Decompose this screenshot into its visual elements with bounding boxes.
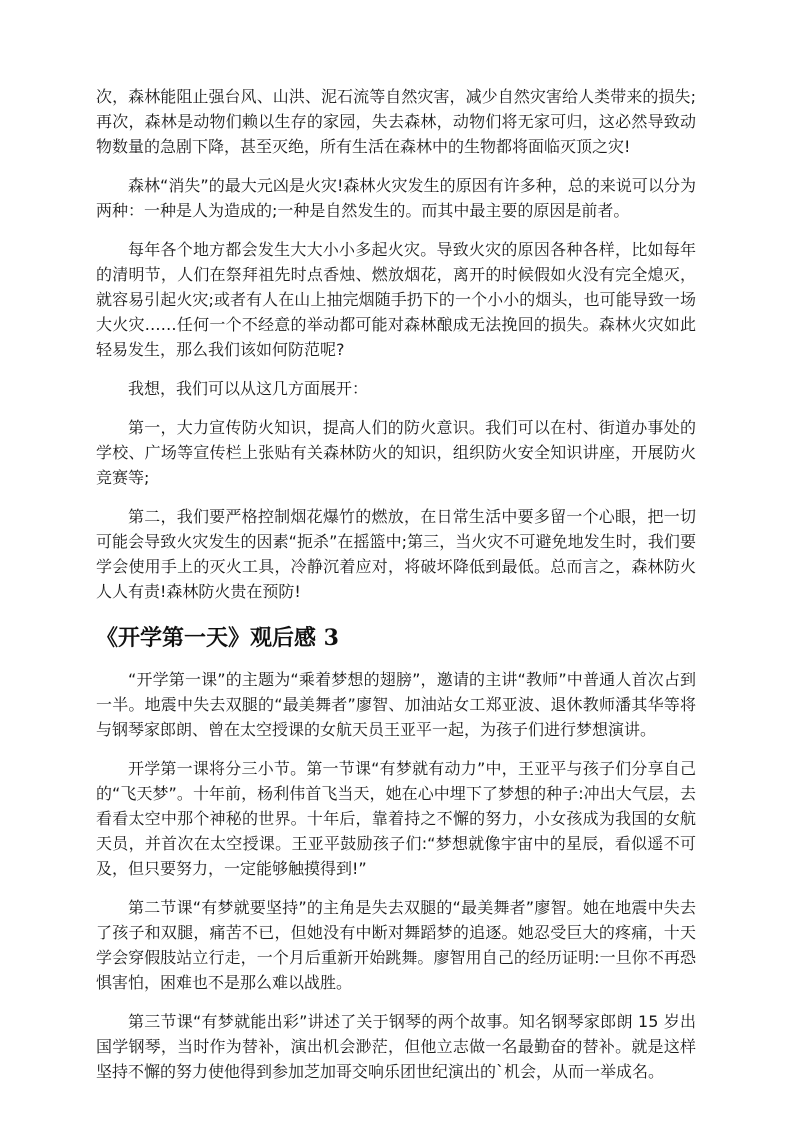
paragraph-fire-examples: 每年各个地方都会发生大大小小多起火灾。导致火灾的原因各种各样，比如每年的清明节，人们在祭拜祖先时点香烛、燃放烟花，离开的时候假如火没有完全熄灭，就容易引起火灾;或者有人在山上抽完烟随手扔下的一个小小的烟头，也可能导致一场大火灾……任何一个不经意的举动都可能对森林酿成无法挽回的损失。森林火灾如此轻易发生，那么我们该如何防范呢? bbox=[96, 240, 696, 359]
paragraph-forest-benefits: 次，森林能阻止强台风、山洪、泥石流等自然灾害，减少自然灾害给人类带来的损失;再次，森林是动物们赖以生存的家园，失去森林，动物们将无家可归，这必然导致动物数量的急剧下降，甚至灭绝，所有生活在森林中的生物都将面临灭顶之灾! bbox=[96, 87, 696, 156]
paragraph-lesson-one: 开学第一课将分三小节。第一节课“有梦就有动力”中，王亚平与孩子们分享自己的“飞天梦”。十年前，杨利伟首飞当天，她在心中埋下了梦想的种子:冲出大气层，去看看太空中那个神秘的世界。十年后，靠着持之不懈的努力，小女孩成为我国的女航天员，并首次在太空授课。王亚平鼓励孩子们:“梦想就像宇宙中的星辰，看似遥不可及，但只要努力，一定能够触摸得到!” bbox=[96, 759, 696, 878]
paragraph-fire-causes: 森林“消失”的最大元凶是火灾!森林火灾发生的原因有许多种，总的来说可以分为两种：一种是人为造成的;一种是自然发生的。而其中最主要的原因是前者。 bbox=[96, 176, 696, 220]
paragraph-lesson-two: 第二节课“有梦就要坚持”的主角是失去双腿的“最美舞者”廖智。她在地震中失去了孩子和双腿，痛苦不已，但她没有中断对舞蹈梦的追逐。她忍受巨大的疼痛，十天学会穿假肢站立行走，一个月后重新开始跳舞。廖智用自己的经历证明:一旦你不再恐惧害怕，困难也不是那么难以战胜。 bbox=[96, 898, 696, 992]
paragraph-measure-two-three: 第二，我们要严格控制烟花爆竹的燃放，在日常生活中要多留一个心眼，把一切可能会导致火灾发生的因素“扼杀”在摇篮中;第三，当火灾不可避免地发生时，我们要学会使用手上的灭火工具，冷静沉着应对，将破坏降低到最低。总而言之，森林防火人人有责!森林防火贵在预防! bbox=[96, 507, 696, 601]
paragraph-measure-one: 第一，大力宣传防火知识，提高人们的防火意识。我们可以在村、街道办事处的学校、广场等宣传栏上张贴有关森林防火的知识，组织防火安全知识讲座，开展防火竞赛等; bbox=[96, 418, 696, 487]
paragraph-theme: “开学第一课”的主题为“乘着梦想的翅膀”，邀请的主讲“教师”中普通人首次占到一半。地震中失去双腿的“最美舞者”廖智、加油站女工郑亚波、退休教师潘其华等将与钢琴家郎朗、曾在太空授课的女航天员王亚平一起，为孩子们进行梦想演讲。 bbox=[96, 670, 696, 739]
document-page bbox=[96, 84, 696, 1084]
paragraph-lesson-three: 第三节课“有梦就能出彩”讲述了关于钢琴的两个故事。知名钢琴家郎朗 15 岁出国学钢琴，当时作为替补，演出机会渺茫，但他立志做一名最勤奋的替补。就是这样坚持不懈的努力使他得到参加芝加哥交响乐团世纪演出的`机会，从而一举成名。 bbox=[96, 1012, 696, 1081]
paragraph-intro-measures: 我想，我们可以从这几方面展开： bbox=[128, 379, 369, 398]
section-heading: 《开学第一天》观后感 3 bbox=[96, 625, 339, 651]
